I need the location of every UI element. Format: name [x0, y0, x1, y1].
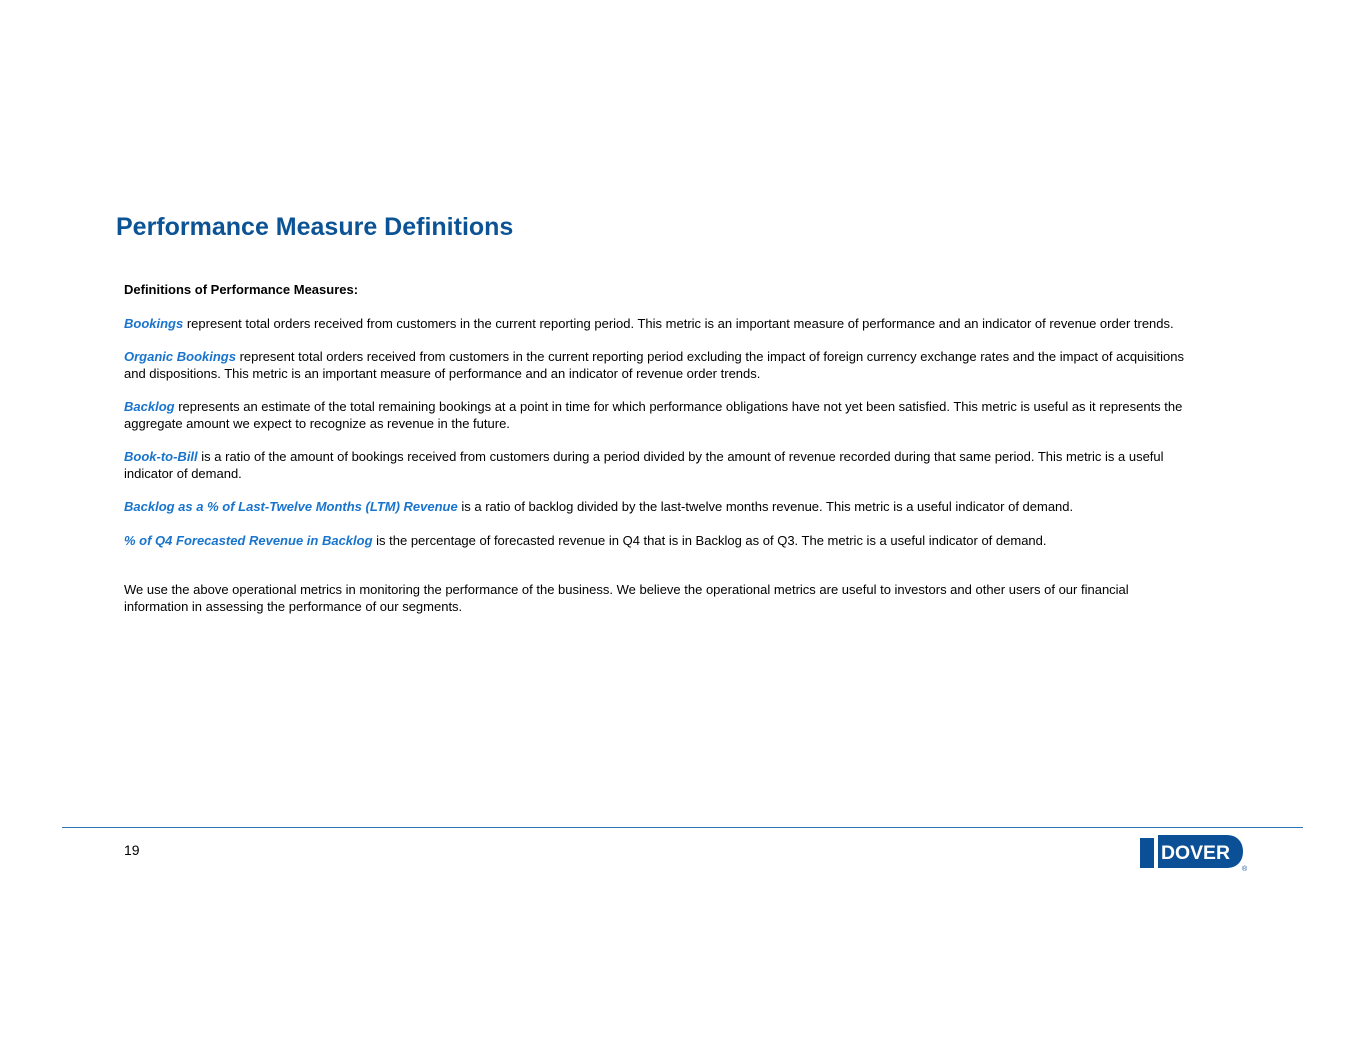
definition-text: represents an estimate of the total remaining bookings at a point in time for which performance obligations have not yet been satisfied. This metric is useful as it represents the aggregate amount we expect to recognize as revenue in the future. — [124, 399, 1183, 431]
definition-term: % of Q4 Forecasted Revenue in Backlog — [124, 532, 373, 548]
closing-paragraph: We use the above operational metrics in monitoring the performance of the business. We believe the operational metrics are useful to investors and other users of our financial information in assessing the performance of our segments. — [124, 582, 1129, 614]
page-title: Performance Measure Definitions — [116, 213, 514, 241]
definition-text: is a ratio of backlog divided by the last-twelve months revenue. This metric is a useful indicator of demand. — [457, 499, 1074, 514]
definition-term: Bookings — [124, 315, 184, 331]
definition-book-to-bill — [124, 449, 1194, 482]
footer-divider — [62, 827, 1303, 828]
definition-term: Organic Bookings — [124, 349, 236, 364]
definitions-content — [124, 282, 1194, 615]
definition-text: is a ratio of the amount of bookings received from customers during a period divided by the amount of revenue recorded during that same period. This metric is a useful indicator of demand. — [124, 449, 1164, 481]
definition-text: represent total orders received from customers in the current reporting period excluding the impact of foreign currency exchange rates and the impact of acquisitions and dispositions. This metric is an important measure of performance and an indicator of revenue order trends. — [124, 349, 1185, 381]
definition-text: represent total orders received from customers in the current reporting period. This metric is an important measure of performance and an indicator of revenue order trends. — [183, 315, 1174, 331]
logo-registered-mark: ® — [1242, 866, 1248, 872]
definitions-heading: Definitions of Performance Measures: — [124, 282, 359, 297]
page-number: 19 — [124, 842, 140, 858]
definition-term: Backlog as a % of Last-Twelve Months (LTM) Revenue — [124, 499, 458, 514]
logo-text: DOVER — [1161, 843, 1231, 864]
definition-term: Backlog — [124, 399, 175, 414]
definition-organic-bookings — [124, 349, 1194, 382]
dover-logo — [1139, 834, 1249, 872]
definition-backlog — [124, 399, 1194, 432]
definition-bookings — [124, 316, 1194, 333]
logo-left-bar — [1140, 838, 1154, 868]
definition-q4-forecast — [124, 533, 1194, 550]
definition-text: is the percentage of forecasted revenue in Q4 that is in Backlog as of Q3. The metric is a useful indicator of demand. — [372, 532, 1047, 548]
definition-term: Book-to-Bill — [124, 449, 198, 464]
definition-backlog-ltm — [124, 499, 1194, 516]
